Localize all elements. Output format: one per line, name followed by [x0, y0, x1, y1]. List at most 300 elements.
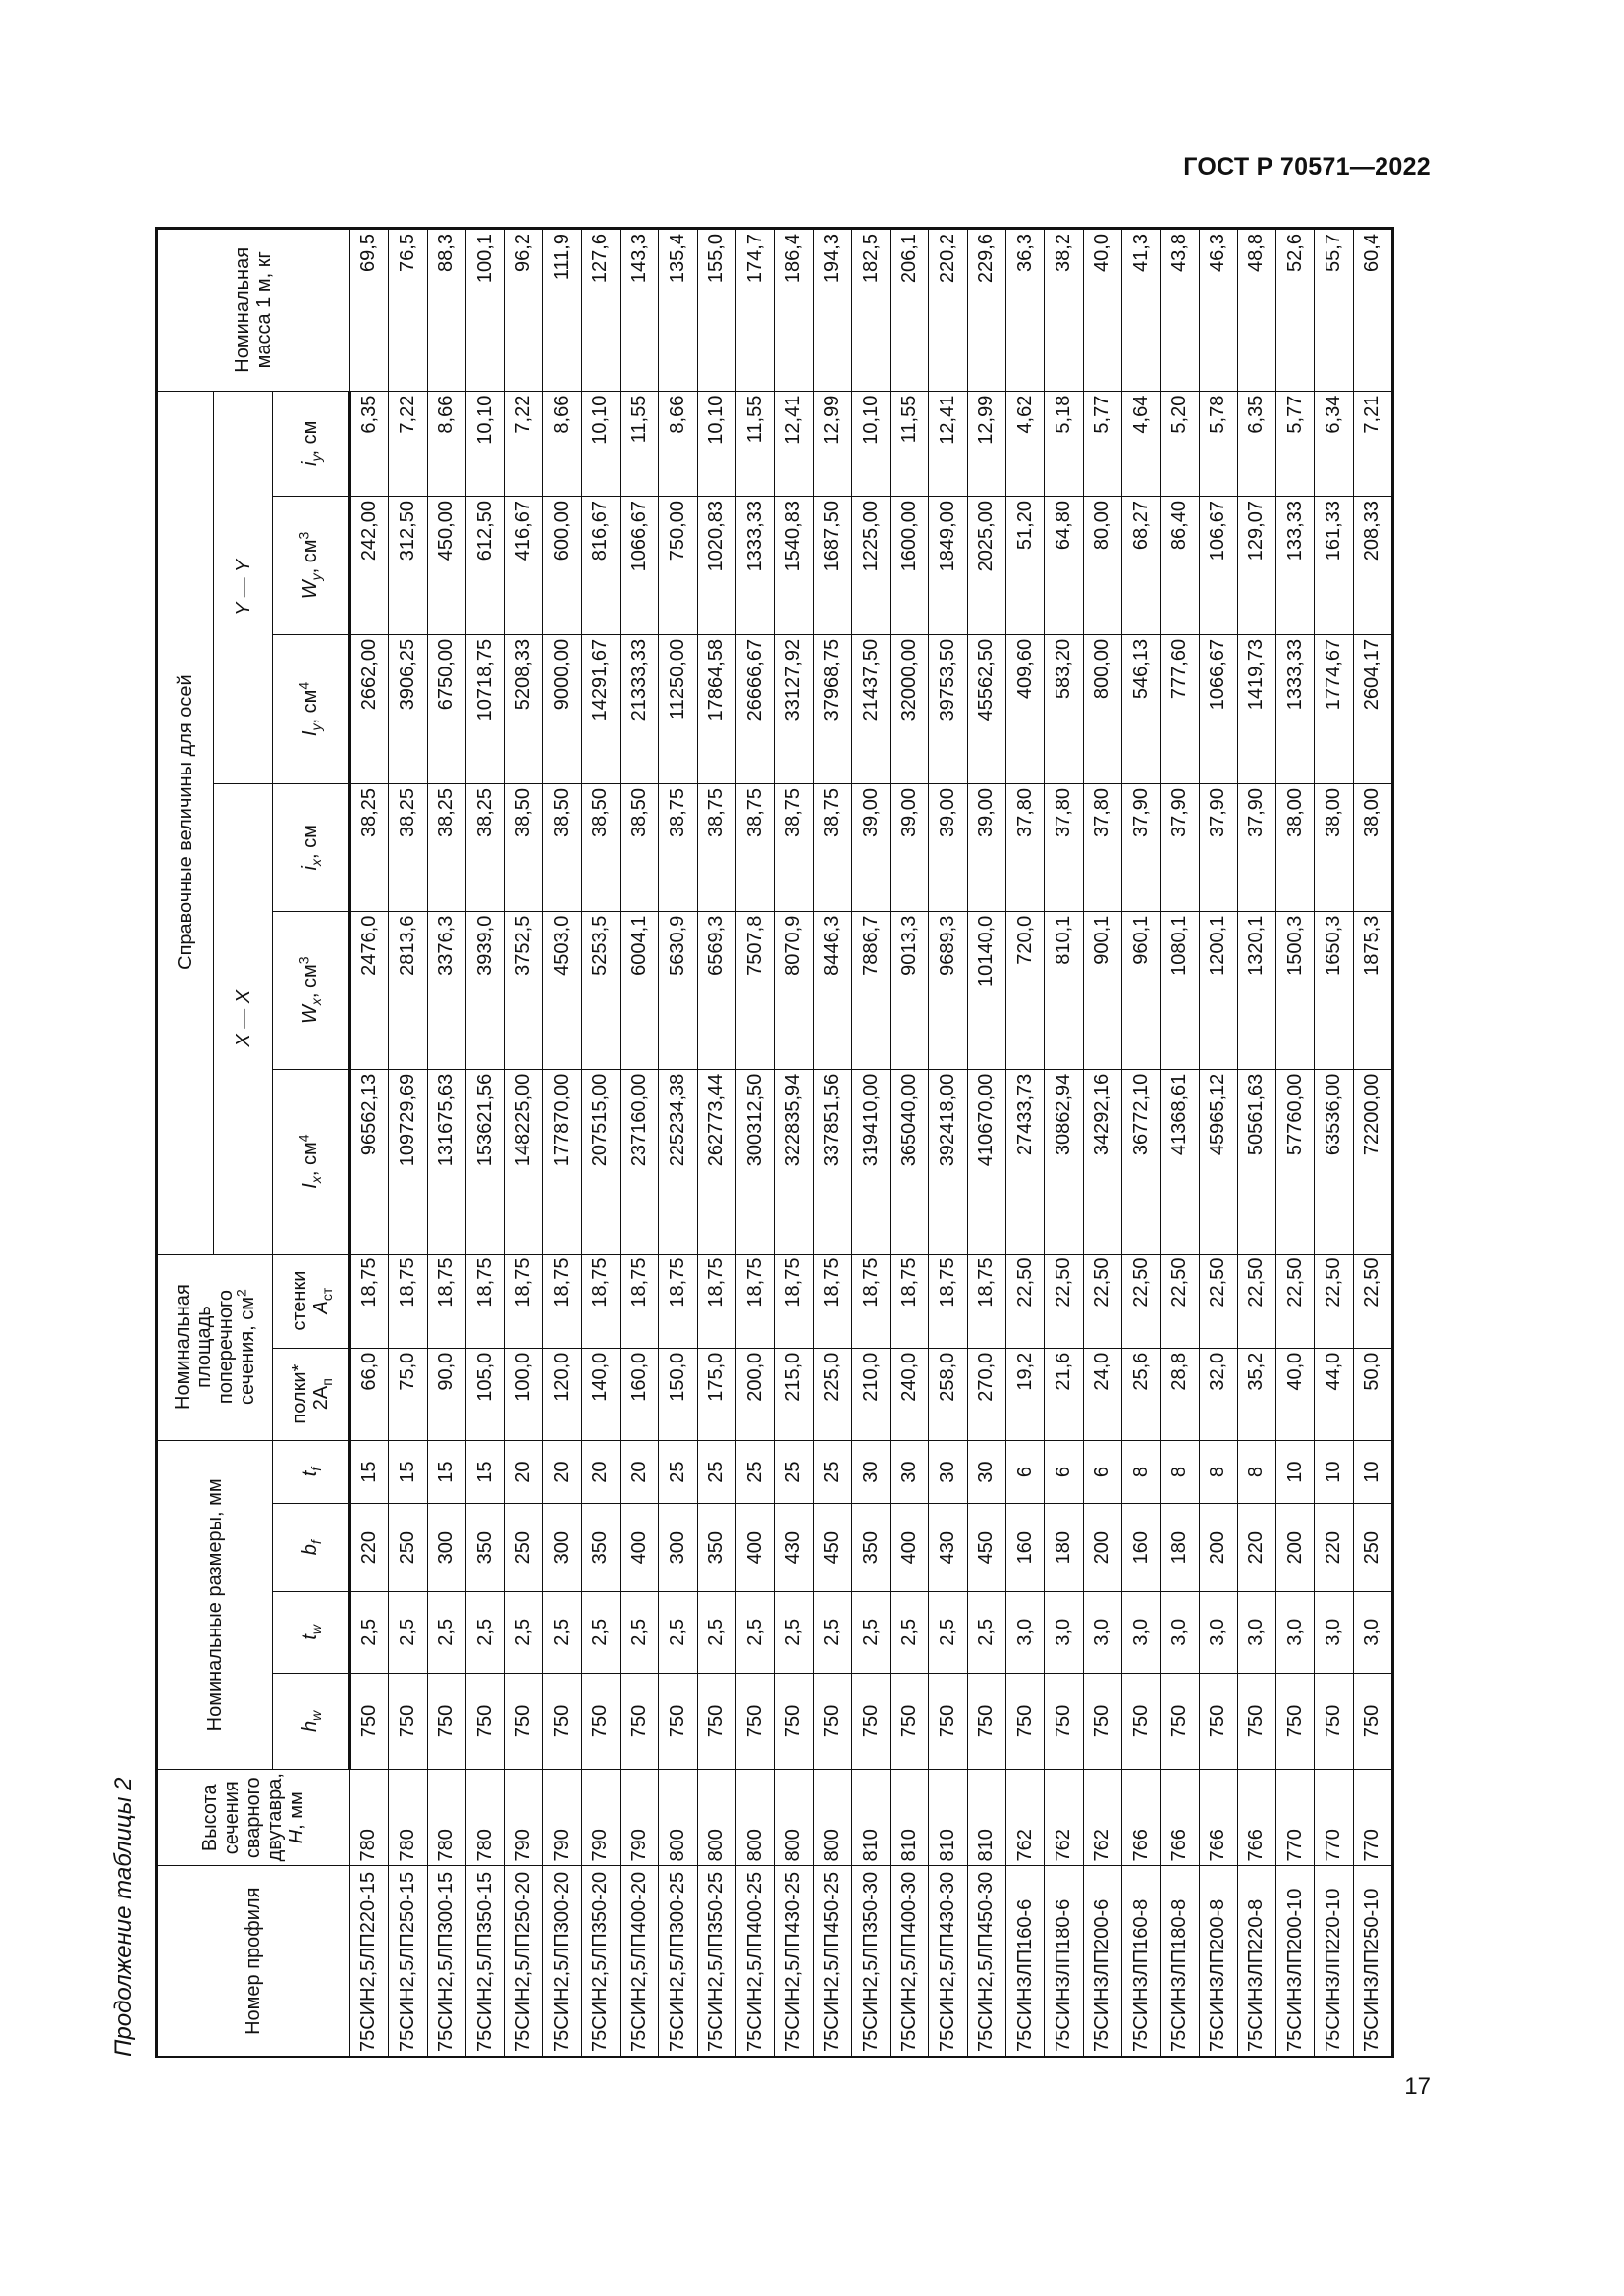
cell-tw: 2,5 — [581, 1591, 620, 1673]
cell-bf: 180 — [1045, 1504, 1083, 1591]
cell-ix-moment: 237160,00 — [621, 1069, 659, 1254]
cell-ix-moment: 57760,00 — [1276, 1069, 1315, 1254]
cell-ix-moment: 45965,12 — [1199, 1069, 1237, 1254]
cell-wy: 64,80 — [1045, 497, 1083, 635]
cell-ix-radius: 38,75 — [659, 783, 697, 911]
cell-tf: 30 — [967, 1440, 1005, 1504]
cell-section-height: 762 — [1083, 1770, 1121, 1866]
cell-hw: 750 — [697, 1673, 735, 1769]
cell-area-web: 22,50 — [1121, 1254, 1160, 1348]
cell-wx: 7886,7 — [851, 911, 890, 1069]
cell-area-web: 18,75 — [581, 1254, 620, 1348]
cell-tw: 2,5 — [891, 1591, 929, 1673]
cell-hw: 750 — [929, 1673, 967, 1769]
cell-tf: 10 — [1353, 1440, 1392, 1504]
cell-tw: 2,5 — [851, 1591, 890, 1673]
cell-bf: 300 — [543, 1504, 581, 1591]
cell-area-flanges: 90,0 — [427, 1348, 465, 1440]
cell-tf: 20 — [621, 1440, 659, 1504]
cell-nominal-mass: 38,2 — [1045, 229, 1083, 392]
cell-hw: 750 — [1121, 1673, 1160, 1769]
cell-ix-radius: 38,75 — [697, 783, 735, 911]
cell-wy: 68,27 — [1121, 497, 1160, 635]
cell-nominal-mass: 60,4 — [1353, 229, 1392, 392]
cell-iy-radius: 5,18 — [1045, 391, 1083, 496]
header-reference-values: Справочные величины для осей — [157, 391, 214, 1254]
cell-profile-number: 75СИН2,5ЛП350-20 — [581, 1866, 620, 2057]
cell-hw: 750 — [813, 1673, 851, 1769]
cell-tf: 10 — [1276, 1440, 1315, 1504]
cell-wx: 10140,0 — [967, 911, 1005, 1069]
cell-iy-moment: 583,20 — [1045, 634, 1083, 783]
cell-iy-radius: 7,21 — [1353, 391, 1392, 496]
cell-ix-moment: 410670,00 — [967, 1069, 1005, 1254]
cell-iy-moment: 3906,25 — [389, 634, 427, 783]
cell-iy-radius: 11,55 — [621, 391, 659, 496]
cell-hw: 750 — [505, 1673, 543, 1769]
cell-tw: 3,0 — [1121, 1591, 1160, 1673]
cell-bf: 350 — [465, 1504, 504, 1591]
page-number: 17 — [1404, 2073, 1431, 2100]
cell-tw: 2,5 — [775, 1591, 813, 1673]
cell-wy: 1600,00 — [891, 497, 929, 635]
cell-section-height: 800 — [697, 1770, 735, 1866]
cell-bf: 300 — [659, 1504, 697, 1591]
cell-tw: 2,5 — [813, 1591, 851, 1673]
cell-wx: 1650,3 — [1315, 911, 1353, 1069]
cell-tf: 30 — [851, 1440, 890, 1504]
cell-nominal-mass: 206,1 — [891, 229, 929, 392]
cell-tf: 15 — [350, 1440, 389, 1504]
cell-area-flanges: 50,0 — [1353, 1348, 1392, 1440]
cell-wy: 416,67 — [505, 497, 543, 635]
cell-hw: 750 — [581, 1673, 620, 1769]
cell-profile-number: 75СИН2,5ЛП300-15 — [427, 1866, 465, 2057]
cell-wx: 1875,3 — [1353, 911, 1392, 1069]
cell-ix-radius: 38,50 — [505, 783, 543, 911]
cell-hw: 750 — [621, 1673, 659, 1769]
cell-area-web: 18,75 — [389, 1254, 427, 1348]
cell-iy-radius: 12,41 — [929, 391, 967, 496]
cell-section-height: 766 — [1199, 1770, 1237, 1866]
cell-wy: 612,50 — [465, 497, 504, 635]
table-row — [1353, 229, 1392, 2057]
cell-iy-radius: 10,10 — [851, 391, 890, 496]
table-row — [1315, 229, 1353, 2057]
cell-tf: 25 — [697, 1440, 735, 1504]
cell-section-height: 780 — [465, 1770, 504, 1866]
cell-hw: 750 — [1083, 1673, 1121, 1769]
cell-area-flanges: 210,0 — [851, 1348, 890, 1440]
cell-ix-radius: 38,00 — [1315, 783, 1353, 911]
cell-bf: 350 — [581, 1504, 620, 1591]
cell-hw: 750 — [389, 1673, 427, 1769]
cell-nominal-mass: 143,3 — [621, 229, 659, 392]
cell-ix-radius: 38,25 — [465, 783, 504, 911]
cell-section-height: 780 — [389, 1770, 427, 1866]
cell-profile-number: 75СИН2,5ЛП450-25 — [813, 1866, 851, 2057]
cell-wx: 4503,0 — [543, 911, 581, 1069]
cell-area-web: 18,75 — [350, 1254, 389, 1348]
cell-area-flanges: 35,2 — [1237, 1348, 1275, 1440]
cell-area-flanges: 258,0 — [929, 1348, 967, 1440]
table-row — [697, 229, 735, 2057]
cell-area-flanges: 21,6 — [1045, 1348, 1083, 1440]
cell-iy-radius: 11,55 — [735, 391, 774, 496]
cell-tf: 6 — [1045, 1440, 1083, 1504]
cell-hw: 750 — [1045, 1673, 1083, 1769]
cell-ix-radius: 38,50 — [581, 783, 620, 911]
cell-nominal-mass: 186,4 — [775, 229, 813, 392]
cell-section-height: 770 — [1315, 1770, 1353, 1866]
cell-tw: 2,5 — [659, 1591, 697, 1673]
header-ix-radius: $i_x$, см — [273, 783, 350, 911]
cell-iy-moment: 10718,75 — [465, 634, 504, 783]
cell-bf: 300 — [427, 1504, 465, 1591]
header-iy-moment: $I_y$, $см^4$ — [273, 634, 350, 783]
cell-wx: 8446,3 — [813, 911, 851, 1069]
cell-ix-radius: 39,00 — [851, 783, 890, 911]
cell-profile-number: 75СИН2,5ЛП220-15 — [350, 1866, 389, 2057]
cell-section-height: 810 — [851, 1770, 890, 1866]
cell-area-flanges: 32,0 — [1199, 1348, 1237, 1440]
cell-area-flanges: 120,0 — [543, 1348, 581, 1440]
cell-wy: 86,40 — [1161, 497, 1199, 635]
cell-tw: 2,5 — [465, 1591, 504, 1673]
cell-wy: 1687,50 — [813, 497, 851, 635]
cell-tf: 8 — [1237, 1440, 1275, 1504]
cell-iy-radius: 12,99 — [813, 391, 851, 496]
cell-iy-moment: 26666,67 — [735, 634, 774, 783]
cell-tf: 8 — [1199, 1440, 1237, 1504]
header-nominal-mass: Номинальная масса 1 м, кг — [157, 229, 350, 392]
cell-hw: 750 — [543, 1673, 581, 1769]
cell-nominal-mass: 55,7 — [1315, 229, 1353, 392]
cell-nominal-mass: 52,6 — [1276, 229, 1315, 392]
header-nominal-dims: Номинальные размеры, мм — [157, 1440, 273, 1769]
cell-ix-moment: 207515,00 — [581, 1069, 620, 1254]
cell-ix-radius: 38,75 — [735, 783, 774, 911]
table-row — [1006, 229, 1045, 2057]
cell-wx: 5253,5 — [581, 911, 620, 1069]
cell-area-web: 18,75 — [891, 1254, 929, 1348]
header-axis-x: X — X — [214, 783, 273, 1254]
cell-nominal-mass: 220,2 — [929, 229, 967, 392]
cell-bf: 250 — [505, 1504, 543, 1591]
cell-profile-number: 75СИН3ЛП200-10 — [1276, 1866, 1315, 2057]
cell-area-web: 18,75 — [465, 1254, 504, 1348]
table-row — [581, 229, 620, 2057]
cell-wx: 1080,1 — [1161, 911, 1199, 1069]
cell-wx: 5630,9 — [659, 911, 697, 1069]
cell-area-web: 22,50 — [1083, 1254, 1121, 1348]
table-row — [1237, 229, 1275, 2057]
table-caption: Продолжение таблицы 2 — [110, 1777, 136, 2056]
cell-wx: 9689,3 — [929, 911, 967, 1069]
cell-iy-moment: 1333,33 — [1276, 634, 1315, 783]
cell-iy-moment: 1774,67 — [1315, 634, 1353, 783]
cell-section-height: 790 — [505, 1770, 543, 1866]
cell-tf: 25 — [813, 1440, 851, 1504]
cell-profile-number: 75СИН2,5ЛП400-25 — [735, 1866, 774, 2057]
cell-profile-number: 75СИН2,5ЛП250-20 — [505, 1866, 543, 2057]
table-row — [929, 229, 967, 2057]
cell-profile-number: 75СИН2,5ЛП300-25 — [659, 1866, 697, 2057]
cell-nominal-mass: 135,4 — [659, 229, 697, 392]
cell-iy-radius: 6,35 — [1237, 391, 1275, 496]
cell-tw: 3,0 — [1199, 1591, 1237, 1673]
cell-profile-number: 75СИН3ЛП160-6 — [1006, 1866, 1045, 2057]
cell-wx: 810,1 — [1045, 911, 1083, 1069]
cell-area-web: 22,50 — [1045, 1254, 1083, 1348]
cell-hw: 750 — [1353, 1673, 1392, 1769]
cell-ix-radius: 37,80 — [1006, 783, 1045, 911]
cell-section-height: 790 — [543, 1770, 581, 1866]
cell-tf: 25 — [735, 1440, 774, 1504]
cell-area-flanges: 25,6 — [1121, 1348, 1160, 1440]
cell-iy-moment: 17864,58 — [697, 634, 735, 783]
cell-iy-moment: 409,60 — [1006, 634, 1045, 783]
cell-ix-radius: 37,80 — [1045, 783, 1083, 911]
cell-tw: 3,0 — [1006, 1591, 1045, 1673]
table-row — [427, 229, 465, 2057]
cell-ix-moment: 262773,44 — [697, 1069, 735, 1254]
cell-bf: 250 — [1353, 1504, 1392, 1591]
cell-area-web: 18,75 — [543, 1254, 581, 1348]
cell-nominal-mass: 40,0 — [1083, 229, 1121, 392]
cell-area-flanges: 225,0 — [813, 1348, 851, 1440]
cell-area-flanges: 19,2 — [1006, 1348, 1045, 1440]
cell-area-flanges: 105,0 — [465, 1348, 504, 1440]
header-nominal-area: Номинальная площадь поперечного сечения, $см^2$ — [157, 1254, 273, 1440]
cell-wx: 1320,1 — [1237, 911, 1275, 1069]
cell-nominal-mass: 111,9 — [543, 229, 581, 392]
cell-ix-moment: 34292,16 — [1083, 1069, 1121, 1254]
cell-area-web: 18,75 — [775, 1254, 813, 1348]
cell-area-flanges: 44,0 — [1315, 1348, 1353, 1440]
header-tf: $t_f$ — [273, 1440, 350, 1504]
cell-tf: 25 — [775, 1440, 813, 1504]
cell-area-web: 18,75 — [929, 1254, 967, 1348]
cell-profile-number: 75СИН3ЛП220-10 — [1315, 1866, 1353, 2057]
cell-area-flanges: 75,0 — [389, 1348, 427, 1440]
cell-iy-moment: 777,60 — [1161, 634, 1199, 783]
cell-ix-radius: 38,00 — [1276, 783, 1315, 911]
cell-iy-radius: 7,22 — [389, 391, 427, 496]
cell-iy-radius: 8,66 — [543, 391, 581, 496]
cell-ix-moment: 337851,56 — [813, 1069, 851, 1254]
cell-nominal-mass: 174,7 — [735, 229, 774, 392]
cell-iy-moment: 2604,17 — [1353, 634, 1392, 783]
cell-wy: 1225,00 — [851, 497, 890, 635]
cell-tf: 30 — [929, 1440, 967, 1504]
cell-tw: 3,0 — [1276, 1591, 1315, 1673]
cell-wx: 720,0 — [1006, 911, 1045, 1069]
cell-hw: 750 — [465, 1673, 504, 1769]
cell-tw: 3,0 — [1161, 1591, 1199, 1673]
document-code: ГОСТ Р 70571—2022 — [1183, 153, 1431, 181]
cell-tw: 2,5 — [929, 1591, 967, 1673]
cell-wx: 3752,5 — [505, 911, 543, 1069]
table-row — [1276, 229, 1315, 2057]
cell-wx: 2476,0 — [350, 911, 389, 1069]
cell-iy-radius: 5,77 — [1276, 391, 1315, 496]
table-row — [851, 229, 890, 2057]
cell-section-height: 790 — [581, 1770, 620, 1866]
cell-section-height: 770 — [1353, 1770, 1392, 1866]
cell-wy: 106,67 — [1199, 497, 1237, 635]
cell-area-web: 22,50 — [1161, 1254, 1199, 1348]
cell-ix-radius: 38,25 — [427, 783, 465, 911]
cell-hw: 750 — [1237, 1673, 1275, 1769]
cell-area-web: 18,75 — [851, 1254, 890, 1348]
cell-ix-radius: 37,90 — [1121, 783, 1160, 911]
cell-area-web: 18,75 — [621, 1254, 659, 1348]
cell-nominal-mass: 41,3 — [1121, 229, 1160, 392]
rotated-table-block — [106, 36, 1383, 2058]
cell-ix-radius: 38,75 — [813, 783, 851, 911]
cell-section-height: 762 — [1045, 1770, 1083, 1866]
cell-bf: 220 — [1237, 1504, 1275, 1591]
cell-tf: 20 — [505, 1440, 543, 1504]
cell-bf: 450 — [967, 1504, 1005, 1591]
cell-wy: 600,00 — [543, 497, 581, 635]
cell-ix-moment: 392418,00 — [929, 1069, 967, 1254]
cell-bf: 200 — [1276, 1504, 1315, 1591]
cell-ix-moment: 96562,13 — [350, 1069, 389, 1254]
cell-bf: 350 — [697, 1504, 735, 1591]
cell-profile-number: 75СИН2,5ЛП250-15 — [389, 1866, 427, 2057]
cell-area-flanges: 150,0 — [659, 1348, 697, 1440]
cell-profile-number: 75СИН2,5ЛП400-20 — [621, 1866, 659, 2057]
cell-section-height: 762 — [1006, 1770, 1045, 1866]
cell-area-flanges: 24,0 — [1083, 1348, 1121, 1440]
table-row — [735, 229, 774, 2057]
cell-iy-moment: 11250,00 — [659, 634, 697, 783]
cell-section-height: 810 — [891, 1770, 929, 1866]
cell-nominal-mass: 46,3 — [1199, 229, 1237, 392]
cell-tw: 2,5 — [967, 1591, 1005, 1673]
cell-tw: 2,5 — [697, 1591, 735, 1673]
cell-bf: 400 — [891, 1504, 929, 1591]
cell-wy: 51,20 — [1006, 497, 1045, 635]
cell-iy-radius: 8,66 — [427, 391, 465, 496]
cell-iy-radius: 7,22 — [505, 391, 543, 496]
cell-wy: 1066,67 — [621, 497, 659, 635]
cell-profile-number: 75СИН2,5ЛП350-30 — [851, 1866, 890, 2057]
cell-profile-number: 75СИН2,5ЛП430-30 — [929, 1866, 967, 2057]
cell-bf: 160 — [1006, 1504, 1045, 1591]
cell-wy: 1020,83 — [697, 497, 735, 635]
cell-area-web: 22,50 — [1199, 1254, 1237, 1348]
cell-hw: 750 — [1315, 1673, 1353, 1769]
cell-iy-radius: 12,99 — [967, 391, 1005, 496]
cell-profile-number: 75СИН2,5ЛП430-25 — [775, 1866, 813, 2057]
cell-bf: 350 — [851, 1504, 890, 1591]
cell-wy: 750,00 — [659, 497, 697, 635]
cell-profile-number: 75СИН2,5ЛП400-30 — [891, 1866, 929, 2057]
cell-tf: 10 — [1315, 1440, 1353, 1504]
table-row — [465, 229, 504, 2057]
cell-iy-moment: 33127,92 — [775, 634, 813, 783]
cell-iy-moment: 2662,00 — [350, 634, 389, 783]
cell-wx: 3939,0 — [465, 911, 504, 1069]
table-row — [659, 229, 697, 2057]
cell-area-flanges: 66,0 — [350, 1348, 389, 1440]
cell-ix-moment: 177870,00 — [543, 1069, 581, 1254]
cell-hw: 750 — [1161, 1673, 1199, 1769]
cell-nominal-mass: 100,1 — [465, 229, 504, 392]
cell-tf: 8 — [1161, 1440, 1199, 1504]
cell-wy: 129,07 — [1237, 497, 1275, 635]
cell-wx: 3376,3 — [427, 911, 465, 1069]
cell-ix-radius: 38,25 — [389, 783, 427, 911]
cell-area-web: 18,75 — [967, 1254, 1005, 1348]
cell-hw: 750 — [967, 1673, 1005, 1769]
header-hw: $h_w$ — [273, 1673, 350, 1769]
cell-section-height: 766 — [1237, 1770, 1275, 1866]
cell-area-web: 22,50 — [1315, 1254, 1353, 1348]
cell-bf: 430 — [775, 1504, 813, 1591]
table-row — [543, 229, 581, 2057]
cell-wx: 1200,1 — [1199, 911, 1237, 1069]
cell-nominal-mass: 88,3 — [427, 229, 465, 392]
cell-area-flanges: 160,0 — [621, 1348, 659, 1440]
cell-iy-radius: 4,62 — [1006, 391, 1045, 496]
cell-tf: 6 — [1006, 1440, 1045, 1504]
cell-ix-moment: 148225,00 — [505, 1069, 543, 1254]
cell-tw: 2,5 — [350, 1591, 389, 1673]
cell-area-web: 18,75 — [735, 1254, 774, 1348]
header-wy: $W_y$, $см^3$ — [273, 497, 350, 635]
cell-iy-radius: 10,10 — [465, 391, 504, 496]
cell-bf: 220 — [1315, 1504, 1353, 1591]
cell-ix-moment: 300312,50 — [735, 1069, 774, 1254]
cell-wx: 7507,8 — [735, 911, 774, 1069]
cell-hw: 750 — [851, 1673, 890, 1769]
cell-section-height: 766 — [1161, 1770, 1199, 1866]
cell-area-web: 22,50 — [1353, 1254, 1392, 1348]
cell-ix-moment: 36772,10 — [1121, 1069, 1160, 1254]
cell-iy-radius: 6,34 — [1315, 391, 1353, 496]
cell-section-height: 766 — [1121, 1770, 1160, 1866]
cell-area-flanges: 240,0 — [891, 1348, 929, 1440]
cell-iy-radius: 5,20 — [1161, 391, 1199, 496]
cell-wx: 8070,9 — [775, 911, 813, 1069]
cell-ix-moment: 63536,00 — [1315, 1069, 1353, 1254]
cell-bf: 450 — [813, 1504, 851, 1591]
cell-ix-radius: 38,00 — [1353, 783, 1392, 911]
header-flanges: полки* $2A_п$ — [273, 1348, 350, 1440]
cell-ix-moment: 41368,61 — [1161, 1069, 1199, 1254]
cell-iy-moment: 39753,50 — [929, 634, 967, 783]
table-row — [1161, 229, 1199, 2057]
cell-bf: 180 — [1161, 1504, 1199, 1591]
cell-section-height: 810 — [929, 1770, 967, 1866]
cell-nominal-mass: 127,6 — [581, 229, 620, 392]
cell-wx: 900,1 — [1083, 911, 1121, 1069]
cell-tf: 6 — [1083, 1440, 1121, 1504]
cell-iy-moment: 37968,75 — [813, 634, 851, 783]
cell-nominal-mass: 155,0 — [697, 229, 735, 392]
cell-nominal-mass: 69,5 — [350, 229, 389, 392]
cell-tf: 25 — [659, 1440, 697, 1504]
cell-area-flanges: 200,0 — [735, 1348, 774, 1440]
cell-tw: 2,5 — [735, 1591, 774, 1673]
table-row — [1083, 229, 1121, 2057]
cell-bf: 400 — [621, 1504, 659, 1591]
cell-wy: 2025,00 — [967, 497, 1005, 635]
